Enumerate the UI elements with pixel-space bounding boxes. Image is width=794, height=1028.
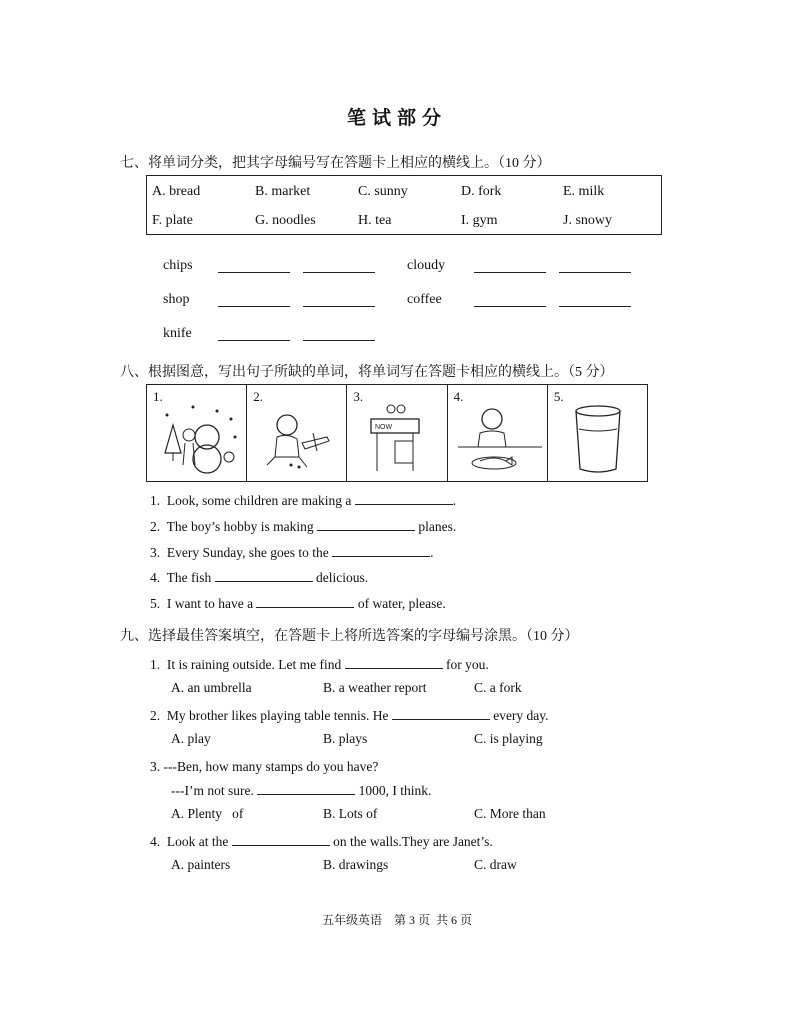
blank[interactable]	[215, 581, 313, 582]
blank[interactable]	[355, 504, 453, 505]
answer-line[interactable]	[303, 340, 375, 341]
answer-line[interactable]	[303, 272, 375, 273]
answer-line[interactable]	[559, 272, 631, 273]
s9-question-2: 2. My brother likes playing table tennis. He every day.	[150, 708, 549, 723]
page-title: 笔试部分	[346, 108, 447, 129]
answer-line[interactable]	[218, 340, 290, 341]
category-chips: chips	[163, 258, 193, 273]
picture-5-glass	[548, 385, 647, 481]
q3-option-b[interactable]: B. Lots of	[323, 806, 378, 821]
picture-strip	[146, 384, 648, 482]
s9-question-4: 4. Look at the on the walls.They are Janet’s.	[150, 834, 493, 849]
picture-1-snowman	[147, 385, 247, 481]
answer-line[interactable]	[559, 306, 631, 307]
picture-number: 2.	[253, 389, 263, 404]
s8-sentence-1: 1. Look, some children are making a .	[150, 493, 457, 508]
option-g: G. noodles	[255, 213, 316, 228]
sign-text: NOW	[375, 424, 393, 431]
answer-line[interactable]	[474, 306, 546, 307]
option-f: F. plate	[152, 213, 193, 228]
blank[interactable]	[345, 668, 443, 669]
q4-option-c[interactable]: C. draw	[474, 857, 517, 872]
blank[interactable]	[232, 845, 330, 846]
cinema-sign-illustration	[347, 385, 446, 479]
s8-sentence-3: 3. Every Sunday, she goes to the .	[150, 545, 434, 560]
s8-sentence-4: 4. The fish delicious.	[150, 570, 369, 585]
option-e: E. milk	[563, 184, 605, 199]
option-c: C. sunny	[358, 184, 408, 199]
option-d: D. fork	[461, 184, 502, 199]
page-footer: 五年级英语 第 3 页 共 6 页	[321, 913, 472, 927]
picture-number: 1.	[153, 389, 163, 404]
boy-with-plane-illustration	[247, 385, 346, 479]
q2-option-c[interactable]: C. is playing	[474, 731, 543, 746]
answer-line[interactable]	[303, 306, 375, 307]
picture-4-fish	[448, 385, 548, 481]
section-9-heading: 九、选择最佳答案填空，在答题卡上将所选答案的字母编号涂黑。（10 分）	[120, 629, 579, 644]
q2-option-b[interactable]: B. plays	[323, 731, 368, 746]
q4-option-a[interactable]: A. painters	[171, 857, 231, 872]
option-b: B. market	[255, 184, 311, 199]
category-cloudy: cloudy	[407, 258, 446, 273]
s8-sentence-5: 5. I want to have a of water, please.	[150, 596, 446, 611]
glass-of-water-illustration	[548, 385, 647, 479]
q1-option-a[interactable]: A. an umbrella	[171, 680, 252, 695]
category-coffee: coffee	[407, 292, 442, 307]
blank[interactable]	[256, 607, 354, 608]
section-8-heading: 八、根据图意，写出句子所缺的单词，将单词写在答题卡相应的横线上。（5 分）	[120, 365, 614, 380]
answer-line[interactable]	[218, 272, 290, 273]
picture-number: 4.	[453, 389, 464, 404]
picture-3-cinema	[347, 385, 447, 481]
category-knife: knife	[163, 326, 192, 341]
picture-2-model-plane	[247, 385, 347, 481]
q1-option-b[interactable]: B. a weather report	[323, 680, 427, 695]
q3-option-c[interactable]: C. More than	[474, 806, 546, 821]
answer-line[interactable]	[474, 272, 546, 273]
q2-option-a[interactable]: A. play	[171, 731, 211, 746]
q3-option-a[interactable]: A. Plenty of	[171, 806, 244, 821]
s9-question-3: 3. ---Ben, how many stamps do you have?	[150, 759, 379, 774]
picture-number: 3.	[353, 389, 364, 404]
picture-number: 5.	[553, 389, 564, 404]
snowman-illustration	[147, 385, 246, 479]
q4-option-b[interactable]: B. drawings	[323, 857, 389, 872]
boy-eating-fish-illustration	[448, 385, 547, 479]
blank[interactable]	[317, 530, 415, 531]
category-shop: shop	[163, 292, 190, 307]
blank[interactable]	[392, 719, 490, 720]
blank[interactable]	[332, 556, 430, 557]
blank[interactable]	[257, 794, 355, 795]
option-h: H. tea	[358, 213, 392, 228]
option-a: A. bread	[152, 184, 201, 199]
q1-option-c[interactable]: C. a fork	[474, 680, 522, 695]
s9-question-1: 1. It is raining outside. Let me find for you.	[150, 657, 489, 672]
option-i: I. gym	[461, 213, 498, 228]
section-7-heading: 七、将单词分类，把其字母编号写在答题卡上相应的横线上。（10 分）	[120, 156, 551, 171]
answer-line[interactable]	[218, 306, 290, 307]
s8-sentence-2: 2. The boy’s hobby is making planes.	[150, 519, 457, 534]
option-j: J. snowy	[563, 213, 613, 228]
s9-question-3-reply: ---I’m not sure. 1000, I think.	[171, 783, 432, 798]
